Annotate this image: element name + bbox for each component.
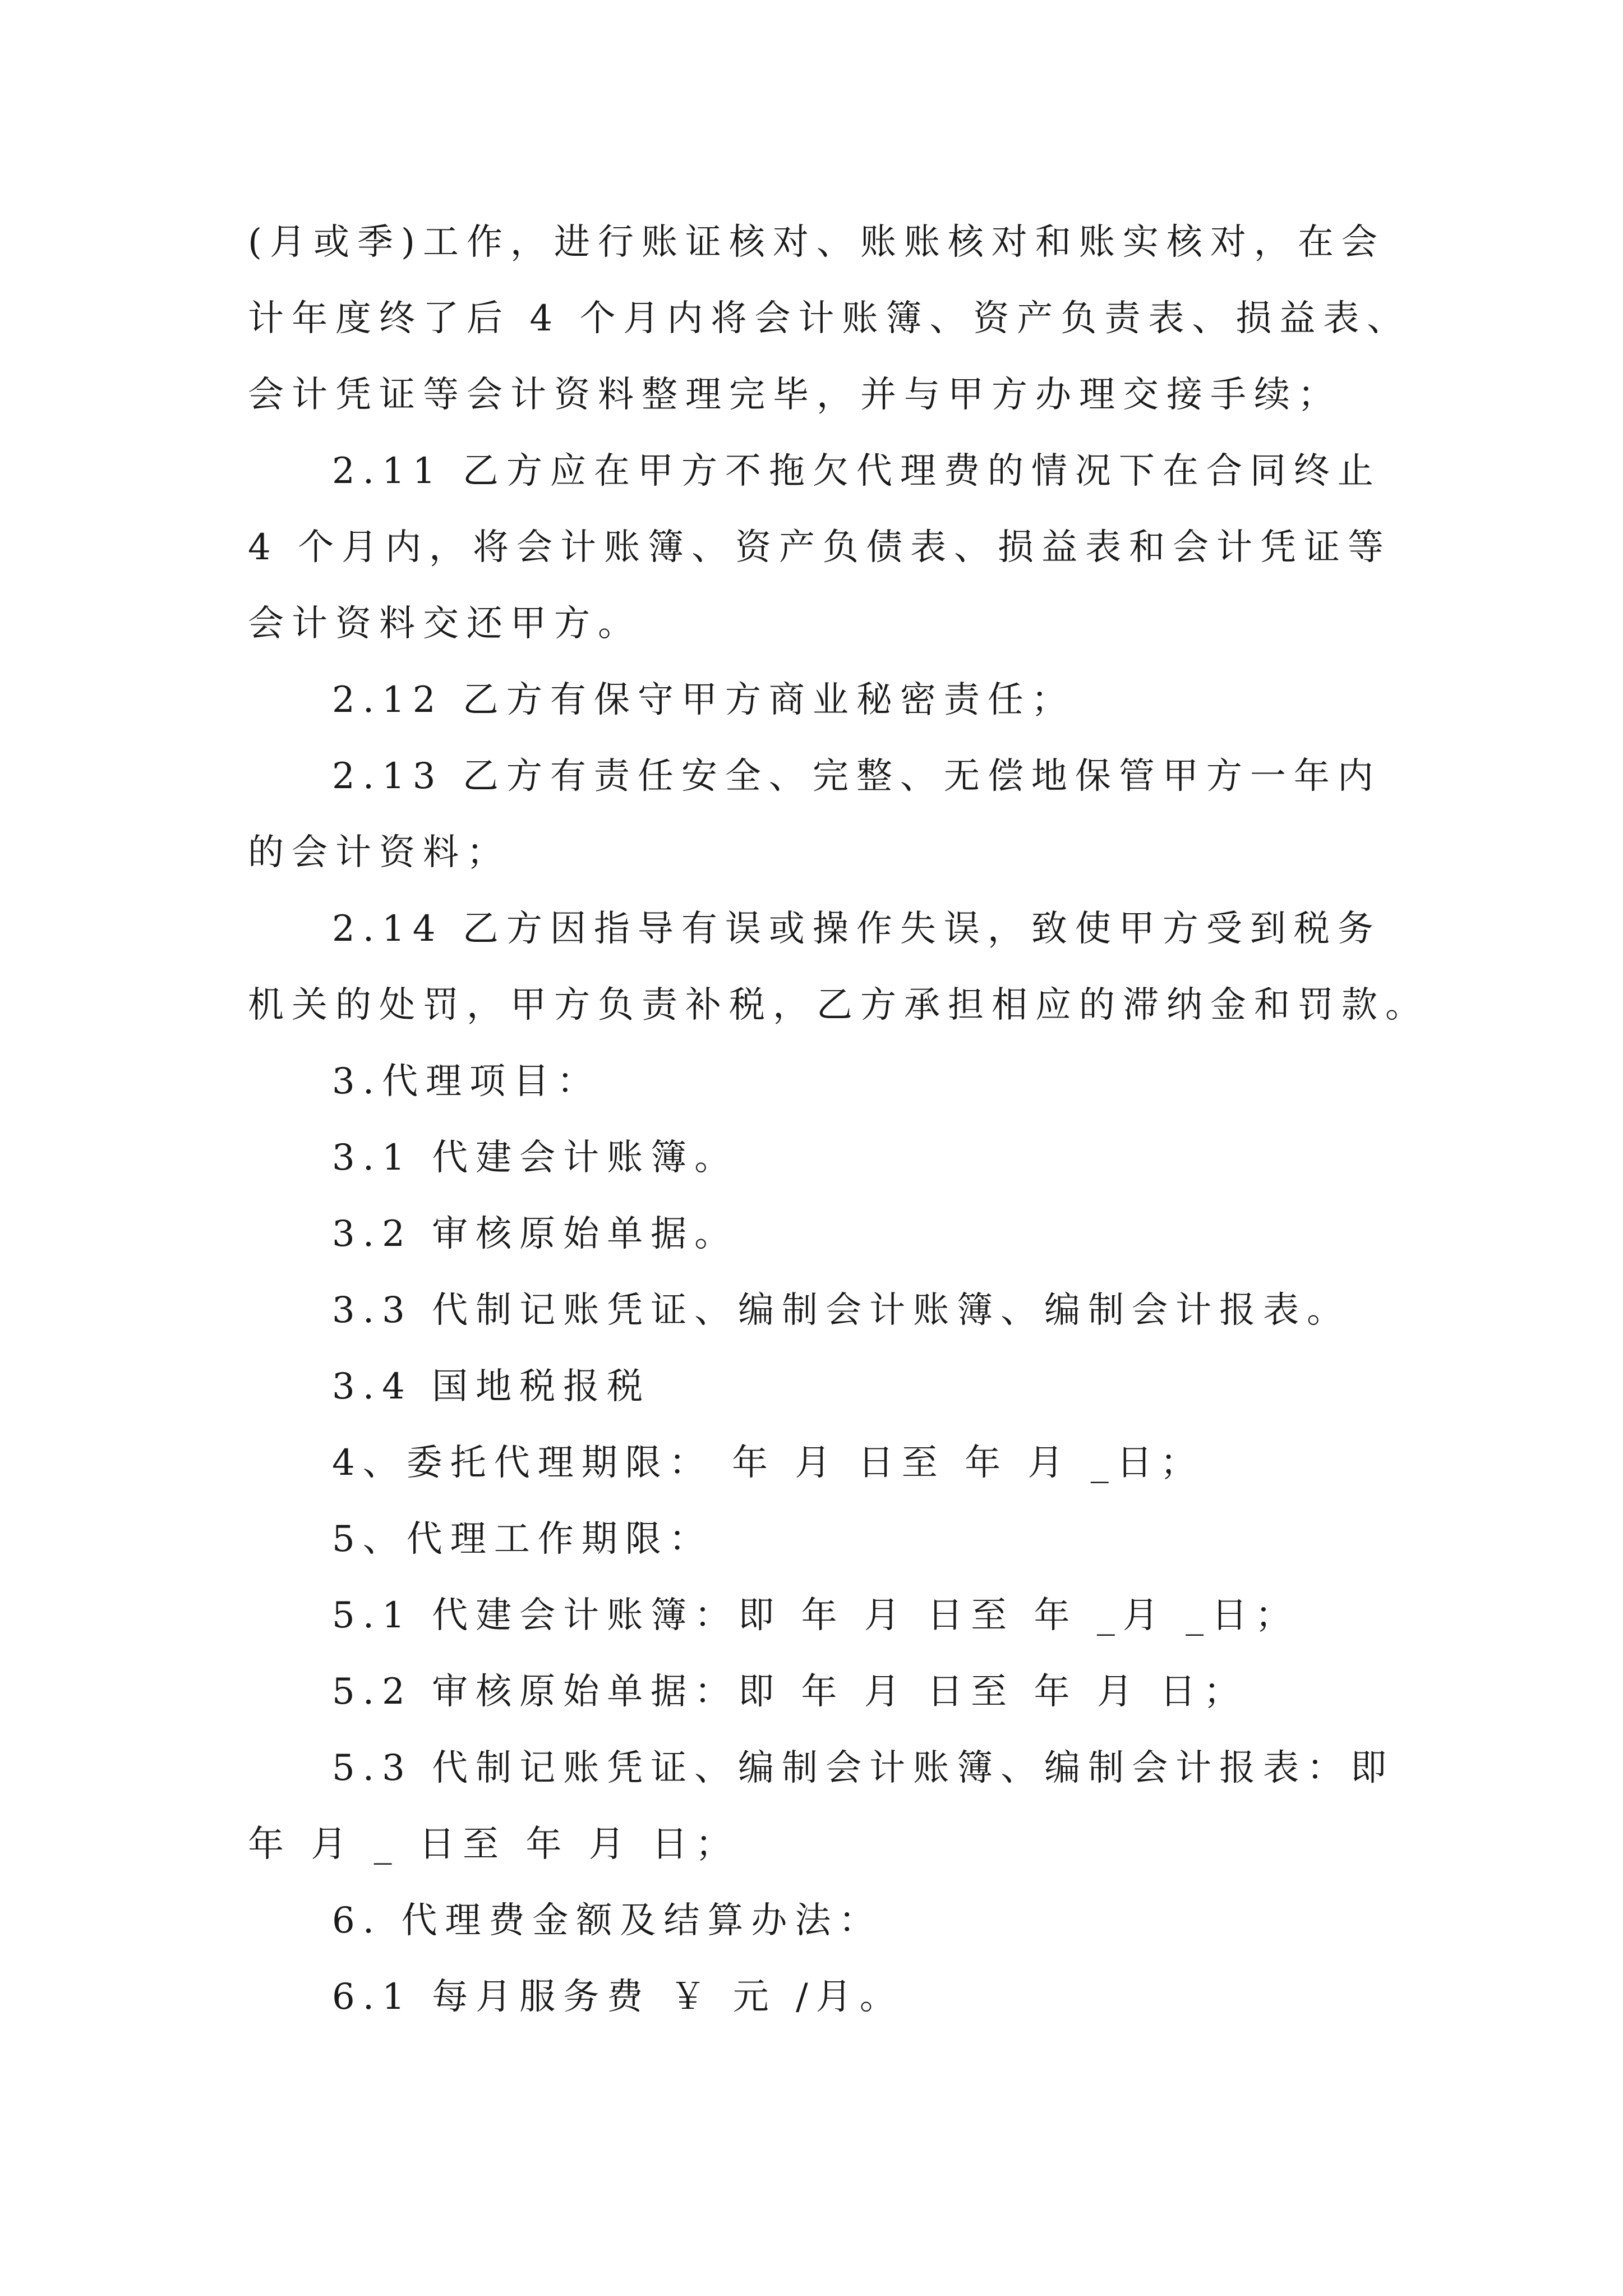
paragraph-line: 5.2 审核原始单据：即 年 月 日至 年 月 日； [332, 1671, 1248, 1713]
paragraph-line: 年 月 _ 日至 年 月 日； [248, 1824, 740, 1865]
paragraph-line: 3.1 代建会计账簿。 [332, 1137, 739, 1179]
paragraph-line: 会计资料交还甲方。 [248, 603, 642, 645]
paragraph-line: 5.1 代建会计账簿：即 年 月 日至 年 _月 _日； [332, 1595, 1299, 1636]
paragraph-line: 3.4 国地税报税 [332, 1366, 651, 1407]
paragraph-line: 6.1 每月服务费 ￥ 元 /月。 [332, 1976, 903, 2018]
paragraph-line: 的会计资料； [248, 832, 510, 873]
paragraph-line: 3.2 审核原始单据。 [332, 1213, 739, 1255]
paragraph-line: 5、代理工作期限： [332, 1519, 713, 1560]
paragraph-line: 2.12 乙方有保守甲方商业秘密责任； [332, 679, 1075, 721]
paragraph-line: 机关的处罚，甲方负责补税，乙方承担相应的滞纳金和罚款。 [248, 984, 1429, 1026]
paragraph-line: 3.代理项目： [332, 1061, 601, 1102]
paragraph-line: 4、委托代理期限： 年 月 日至 年 月 _日； [332, 1442, 1204, 1484]
paragraph-line: 4 个月内，将会计账簿、资产负债表、损益表和会计凭证等 [248, 527, 1392, 568]
paragraph-line: 6. 代理费金额及结算办法： [332, 1900, 883, 1941]
paragraph-line: 2.11 乙方应在甲方不拖欠代理费的情况下在合同终止 [332, 450, 1381, 492]
paragraph-line: 2.14 乙方因指导有误或操作失误，致使甲方受到税务 [332, 908, 1381, 950]
paragraph-line: 2.13 乙方有责任安全、完整、无偿地保管甲方一年内 [332, 756, 1381, 797]
paragraph-line: 3.3 代制记账凭证、编制会计账簿、编制会计报表。 [332, 1290, 1351, 1331]
paragraph-line: 会计凭证等会计资料整理完毕，并与甲方办理交接手续； [248, 374, 1341, 416]
paragraph-line: 计年度终了后 4 个月内将会计账簿、资产负责表、损益表、 [248, 298, 1411, 339]
paragraph-line: (月或季)工作，进行账证核对、账账核对和账实核对，在会 [248, 222, 1385, 263]
paragraph-line: 5.3 代制记账凭证、编制会计账簿、编制会计报表：即 [332, 1747, 1395, 1789]
